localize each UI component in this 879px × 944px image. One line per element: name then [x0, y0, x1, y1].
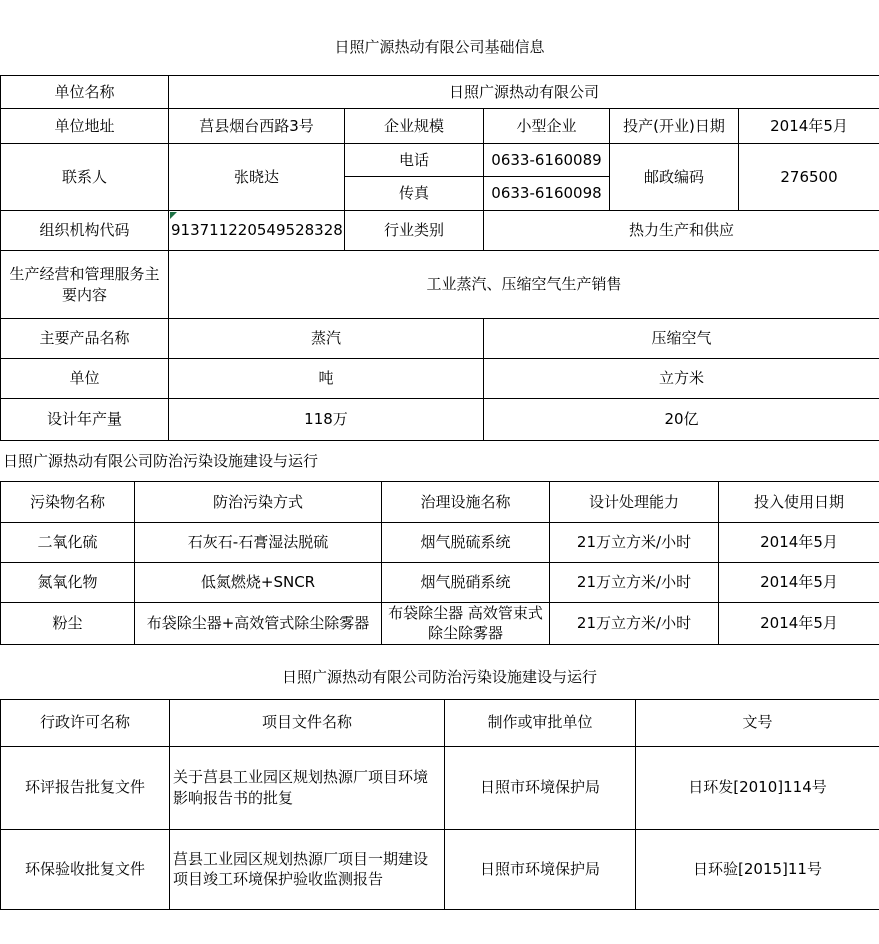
- postcode-value: 276500: [739, 144, 879, 211]
- address-value: 莒县烟台西路3号: [169, 109, 345, 144]
- postcode-label: 邮政编码: [610, 144, 739, 211]
- col-header-issuing-authority: 制作或审批单位: [445, 699, 636, 746]
- basic-info-table: [0, 75, 879, 441]
- table-row: [1, 144, 879, 177]
- use-date: 2014年5月: [719, 603, 879, 645]
- permit-name: 环保验收批复文件: [1, 829, 170, 909]
- col-header-document-name: 项目文件名称: [170, 699, 445, 746]
- facility-name: 烟气脱硝系统: [382, 563, 550, 603]
- table-row: [1, 523, 879, 563]
- pollution-method: 布袋除尘器+高效管式除尘除雾器: [135, 603, 382, 645]
- facility-name: 布袋除尘器 高效管束式除尘除雾器: [382, 603, 550, 645]
- org-code-value: [169, 211, 345, 251]
- col-header-document-number: 文号: [636, 699, 879, 746]
- col-header-capacity: 设计处理能力: [550, 482, 719, 523]
- basic-info-title: 日照广源热动有限公司基础信息: [0, 37, 879, 57]
- pollutant-name: 二氧化硫: [1, 523, 135, 563]
- report-page: [0, 37, 879, 910]
- use-date: 2014年5月: [719, 523, 879, 563]
- capacity2-value: 20亿: [484, 399, 879, 441]
- unit-name-label: 单位名称: [1, 76, 169, 109]
- use-date: 2014年5月: [719, 563, 879, 603]
- col-header-date: 投入使用日期: [719, 482, 879, 523]
- design-capacity: 21万立方米/小时: [550, 603, 719, 645]
- phone-value: 0633-6160089: [484, 144, 610, 177]
- cell-error-marker-icon: [170, 212, 177, 219]
- table-row: [1, 319, 879, 359]
- table-row: [1, 109, 879, 144]
- facility-name: 烟气脱硫系统: [382, 523, 550, 563]
- document-name: 关于莒县工业园区规划热源厂项目环境影响报告书的批复: [170, 746, 445, 829]
- pollutant-name: 氮氧化物: [1, 563, 135, 603]
- table-row: [1, 746, 879, 829]
- product-label: 主要产品名称: [1, 319, 169, 359]
- table-row: [1, 829, 879, 909]
- pollution-method: 低氮燃烧+SNCR: [135, 563, 382, 603]
- product2-value: 压缩空气: [484, 319, 879, 359]
- col-header-method: 防治污染方式: [135, 482, 382, 523]
- industry-label: 行业类别: [345, 211, 484, 251]
- col-header-pollutant: 污染物名称: [1, 482, 135, 523]
- col-header-facility: 治理设施名称: [382, 482, 550, 523]
- table-row: [1, 603, 879, 645]
- permits-table: [0, 699, 879, 910]
- document-name: 莒县工业园区规划热源厂项目一期建设项目竣工环境保护验收监测报告: [170, 829, 445, 909]
- fax-label: 传真: [345, 177, 484, 211]
- capacity1-value: 118万: [169, 399, 484, 441]
- pollution-section-title: 日照广源热动有限公司防治污染设施建设与运行: [0, 451, 879, 471]
- address-label: 单位地址: [1, 109, 169, 144]
- design-capacity: 21万立方米/小时: [550, 523, 719, 563]
- contact-label: 联系人: [1, 144, 169, 211]
- contact-value: 张晓达: [169, 144, 345, 211]
- table-header-row: [1, 699, 879, 746]
- table-row: [1, 359, 879, 399]
- unit2-value: 立方米: [484, 359, 879, 399]
- scale-label: 企业规模: [345, 109, 484, 144]
- design-capacity: 21万立方米/小时: [550, 563, 719, 603]
- permits-section-title: 日照广源热动有限公司防治污染设施建设与运行: [0, 667, 879, 687]
- business-scope-value: 工业蒸汽、压缩空气生产销售: [169, 251, 879, 319]
- org-code-label: 组织机构代码: [1, 211, 169, 251]
- capacity-label: 设计年产量: [1, 399, 169, 441]
- table-row: [1, 399, 879, 441]
- start-date-label: 投产(开业)日期: [610, 109, 739, 144]
- unit-name-value: 日照广源热动有限公司: [169, 76, 879, 109]
- product1-value: 蒸汽: [169, 319, 484, 359]
- scale-value: 小型企业: [484, 109, 610, 144]
- table-row: [1, 251, 879, 319]
- business-scope-label: 生产经营和管理服务主要内容: [1, 251, 169, 319]
- col-header-permit-name: 行政许可名称: [1, 699, 170, 746]
- table-row: [1, 211, 879, 251]
- document-number: 日环验[2015]11号: [636, 829, 879, 909]
- pollution-table: [0, 481, 879, 645]
- start-date-value: 2014年5月: [739, 109, 879, 144]
- table-header-row: [1, 482, 879, 523]
- org-code-text: 913711220549528328: [171, 221, 343, 239]
- table-row: [1, 76, 879, 109]
- pollution-method: 石灰石-石膏湿法脱硫: [135, 523, 382, 563]
- unit-label: 单位: [1, 359, 169, 399]
- permit-name: 环评报告批复文件: [1, 746, 170, 829]
- phone-label: 电话: [345, 144, 484, 177]
- issuing-authority: 日照市环境保护局: [445, 829, 636, 909]
- fax-value: 0633-6160098: [484, 177, 610, 211]
- pollutant-name: 粉尘: [1, 603, 135, 645]
- unit1-value: 吨: [169, 359, 484, 399]
- document-number: 日环发[2010]114号: [636, 746, 879, 829]
- issuing-authority: 日照市环境保护局: [445, 746, 636, 829]
- industry-value: 热力生产和供应: [484, 211, 879, 251]
- table-row: [1, 563, 879, 603]
